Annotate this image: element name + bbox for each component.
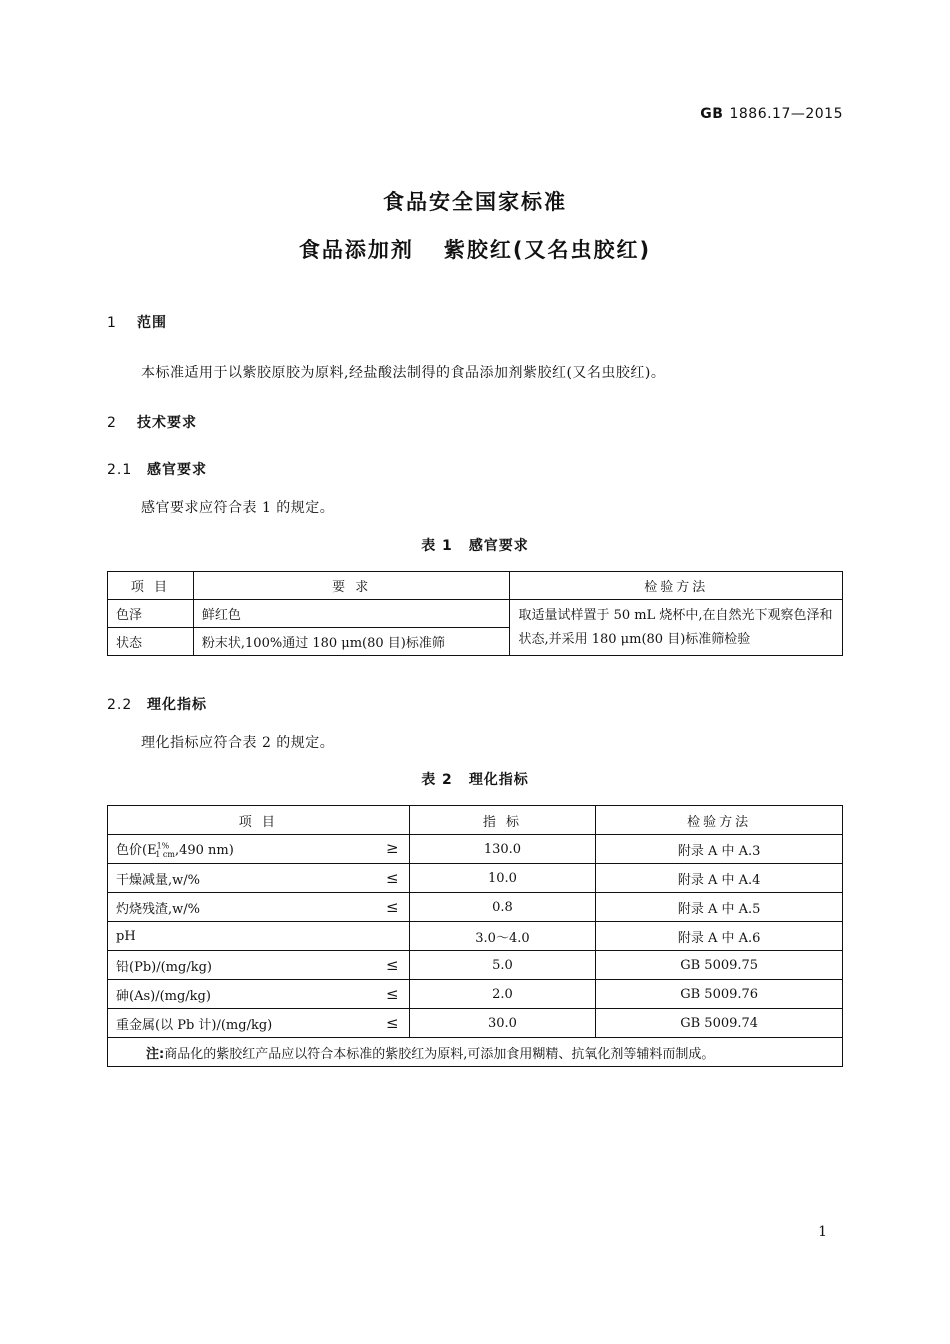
row-value: 30.0 [409, 1009, 596, 1038]
table-row [108, 1009, 843, 1038]
standard-number: 1886.17—2015 [729, 106, 843, 122]
standard-code [700, 106, 843, 122]
row-method: 附录 A 中 A.4 [596, 864, 843, 893]
header-requirement: 要 求 [193, 572, 510, 600]
row-requirement: 粉末状,100%通过 180 μm(80 目)标准筛 [193, 628, 510, 656]
row-item: 状态 [108, 628, 194, 656]
document-title: 食品安全国家标准 [383, 190, 567, 214]
header-item: 项 目 [108, 806, 410, 835]
subtitle-part-b: 紫胶红(又名虫胶红) [443, 238, 652, 262]
table-row [108, 893, 843, 922]
sensory-requirements-table [107, 571, 843, 656]
table-note [108, 1038, 843, 1067]
row-item: 重金属(以 Pb 计)/(mg/kg) ≤ [108, 1009, 410, 1038]
document-subtitle [0, 234, 950, 264]
section-2-1-body: 感官要求应符合表 1 的规定。 [141, 500, 335, 516]
note-text: 商品化的紫胶红产品应以符合本标准的紫胶红为原料,可添加食用糊精、抗氧化剂等辅料而制成。 [164, 1046, 715, 1062]
table-row [108, 864, 843, 893]
table-note-row [108, 1038, 843, 1067]
row-value: 5.0 [409, 951, 596, 980]
row-value: 10.0 [409, 864, 596, 893]
row-method: 附录 A 中 A.3 [596, 835, 843, 864]
row-item: 砷(As)/(mg/kg) ≤ [108, 980, 410, 1009]
row-item: 铅(Pb)/(mg/kg) ≤ [108, 951, 410, 980]
note-label: 注: [146, 1046, 165, 1062]
table-row [108, 600, 843, 628]
row-method: 取适量试样置于 50 mL 烧杯中,在自然光下观察色泽和状态,并采用 180 μm(80 目)标准筛检验 [510, 600, 843, 656]
section-2-1-heading: 2.1 感官要求 [107, 462, 207, 478]
header-method: 检验方法 [510, 572, 843, 600]
page-number: 1 [818, 1224, 827, 1240]
row-value: 2.0 [409, 980, 596, 1009]
row-value: 3.0～4.0 [409, 922, 596, 951]
header-indicator: 指 标 [409, 806, 596, 835]
row-value: 130.0 [409, 835, 596, 864]
table-row [108, 922, 843, 951]
section-2-2-heading: 2.2 理化指标 [107, 697, 207, 713]
physicochemical-indicators-table [107, 805, 843, 1067]
row-item: 色泽 [108, 600, 194, 628]
table-2-caption: 表 2 理化指标 [421, 772, 529, 788]
row-method: 附录 A 中 A.5 [596, 893, 843, 922]
row-item: pH [108, 922, 410, 951]
table-header-row [108, 806, 843, 835]
table-row [108, 835, 843, 864]
header-method: 检验方法 [596, 806, 843, 835]
standard-prefix: GB [700, 106, 724, 122]
table-row [108, 951, 843, 980]
row-method: GB 5009.74 [596, 1009, 843, 1038]
subtitle-part-a: 食品添加剂 [298, 238, 414, 262]
row-item: 干燥减量,w/% ≤ [108, 864, 410, 893]
row-value: 0.8 [409, 893, 596, 922]
section-2-2-body: 理化指标应符合表 2 的规定。 [141, 735, 335, 751]
header-item: 项 目 [108, 572, 194, 600]
row-method: GB 5009.75 [596, 951, 843, 980]
row-item: 色价($E^{1\%}_{1 cm},490$ nm) ≥ [108, 835, 410, 864]
table-row [108, 980, 843, 1009]
section-2-heading: 2 技术要求 [107, 415, 197, 431]
row-method: GB 5009.76 [596, 980, 843, 1009]
row-item: 灼烧残渣,w/% ≤ [108, 893, 410, 922]
table-header-row [108, 572, 843, 600]
section-1-heading: 1 范围 [107, 315, 167, 331]
section-1-body: 本标准适用于以紫胶原胶为原料,经盐酸法制得的食品添加剂紫胶红(又名虫胶红)。 [141, 365, 666, 381]
row-requirement: 鲜红色 [193, 600, 510, 628]
table-1-caption: 表 1 感官要求 [421, 538, 529, 554]
row-method: 附录 A 中 A.6 [596, 922, 843, 951]
